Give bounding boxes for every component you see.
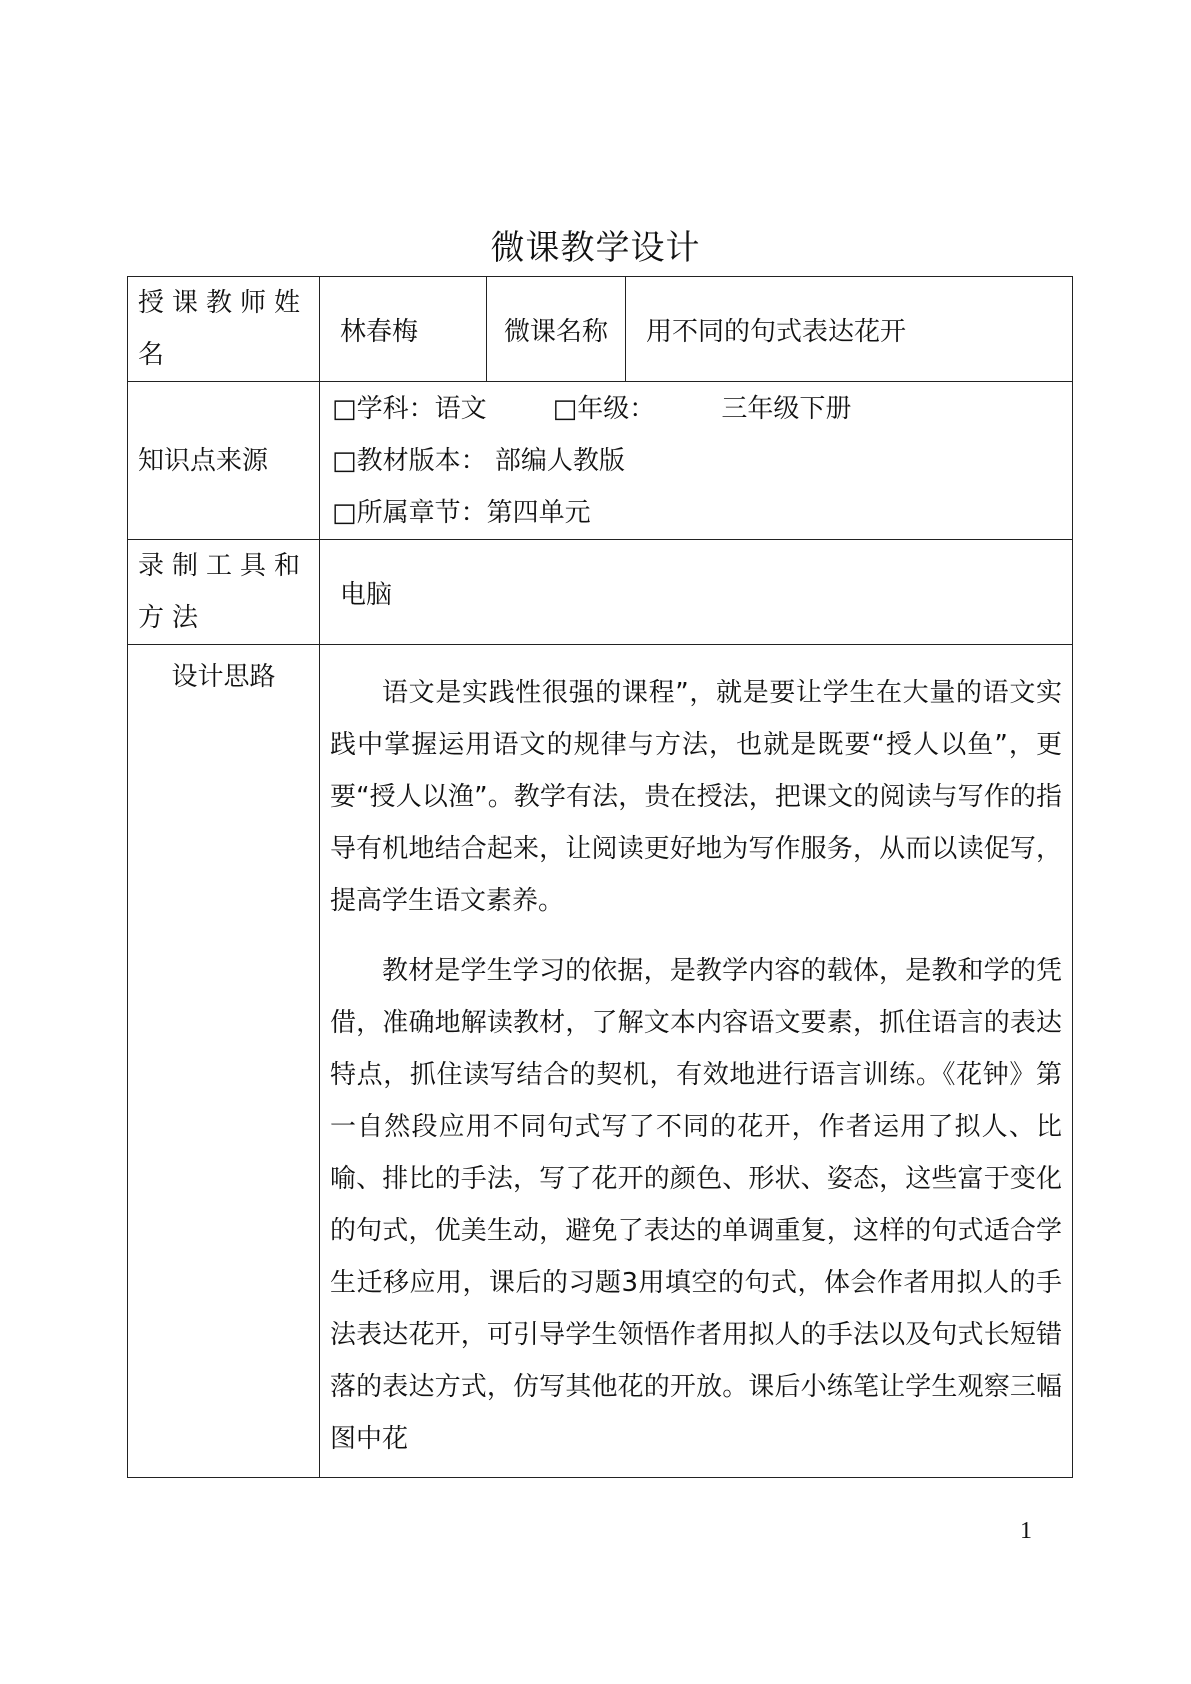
- design-paragraph: 语文是实践性很强的课程”，就是要让学生在大量的语文实践中掌握运用语文的规律与方法，也就是既要“授人以鱼”，更要“授人以渔”。教学有法，贵在授法，把课文的阅读与写作的指导有机地结合起来，让阅读更好地为写作服务，从而以读促写，提高学生语文素养。: [330, 678, 1062, 916]
- page-number: 1: [1020, 1518, 1032, 1544]
- tools-label: 录制工具和方法: [128, 540, 320, 645]
- table-row-design: [128, 645, 1073, 1478]
- teacher-name: 林春梅: [320, 277, 487, 382]
- knowledge-source-label: 知识点来源: [128, 382, 320, 540]
- course-name-label: 微课名称: [487, 277, 626, 382]
- textbook-version-line: □教材版本： 部编人教版: [332, 445, 625, 476]
- design-table: [127, 276, 1073, 1478]
- subject-grade-line: □学科：语文 □年级： 三年级下册: [332, 393, 852, 424]
- page-title: 微课教学设计: [490, 228, 701, 268]
- design-label: 设计思路: [128, 645, 320, 1478]
- design-content: [320, 645, 1073, 1478]
- chapter-line: □所属章节：第四单元: [332, 497, 591, 528]
- course-name: 用不同的句式表达花开: [626, 277, 1073, 382]
- table-row-tools: [128, 540, 1073, 645]
- teacher-label: 授课教师姓名: [128, 277, 320, 382]
- knowledge-source-content: [320, 382, 1073, 540]
- table-row-knowledge: [128, 382, 1073, 540]
- design-paragraph: 教材是学生学习的依据，是教学内容的载体，是教和学的凭借，准确地解读教材，了解文本内容语文要素，抓住语言的表达特点，抓住读写结合的契机，有效地进行语言训练。《花钟》第一自然段应用不同句式写了不同的花开，作者运用了拟人、比喻、排比的手法，写了花开的颜色、形状、姿态，这些富于变化的句式，优美生动，避免了表达的单调重复，这样的句式适合学生迁移应用，课后的习题3用填空的句式，体会作者用拟人的手法表达花开，可引导学生领悟作者用拟人的手法以及句式长短错落的表达方式，仿写其他花的开放。课后小练笔让学生观察三幅图中花: [330, 956, 1062, 1454]
- table-row-teacher: [128, 277, 1073, 382]
- tools-value: 电脑: [320, 540, 1073, 645]
